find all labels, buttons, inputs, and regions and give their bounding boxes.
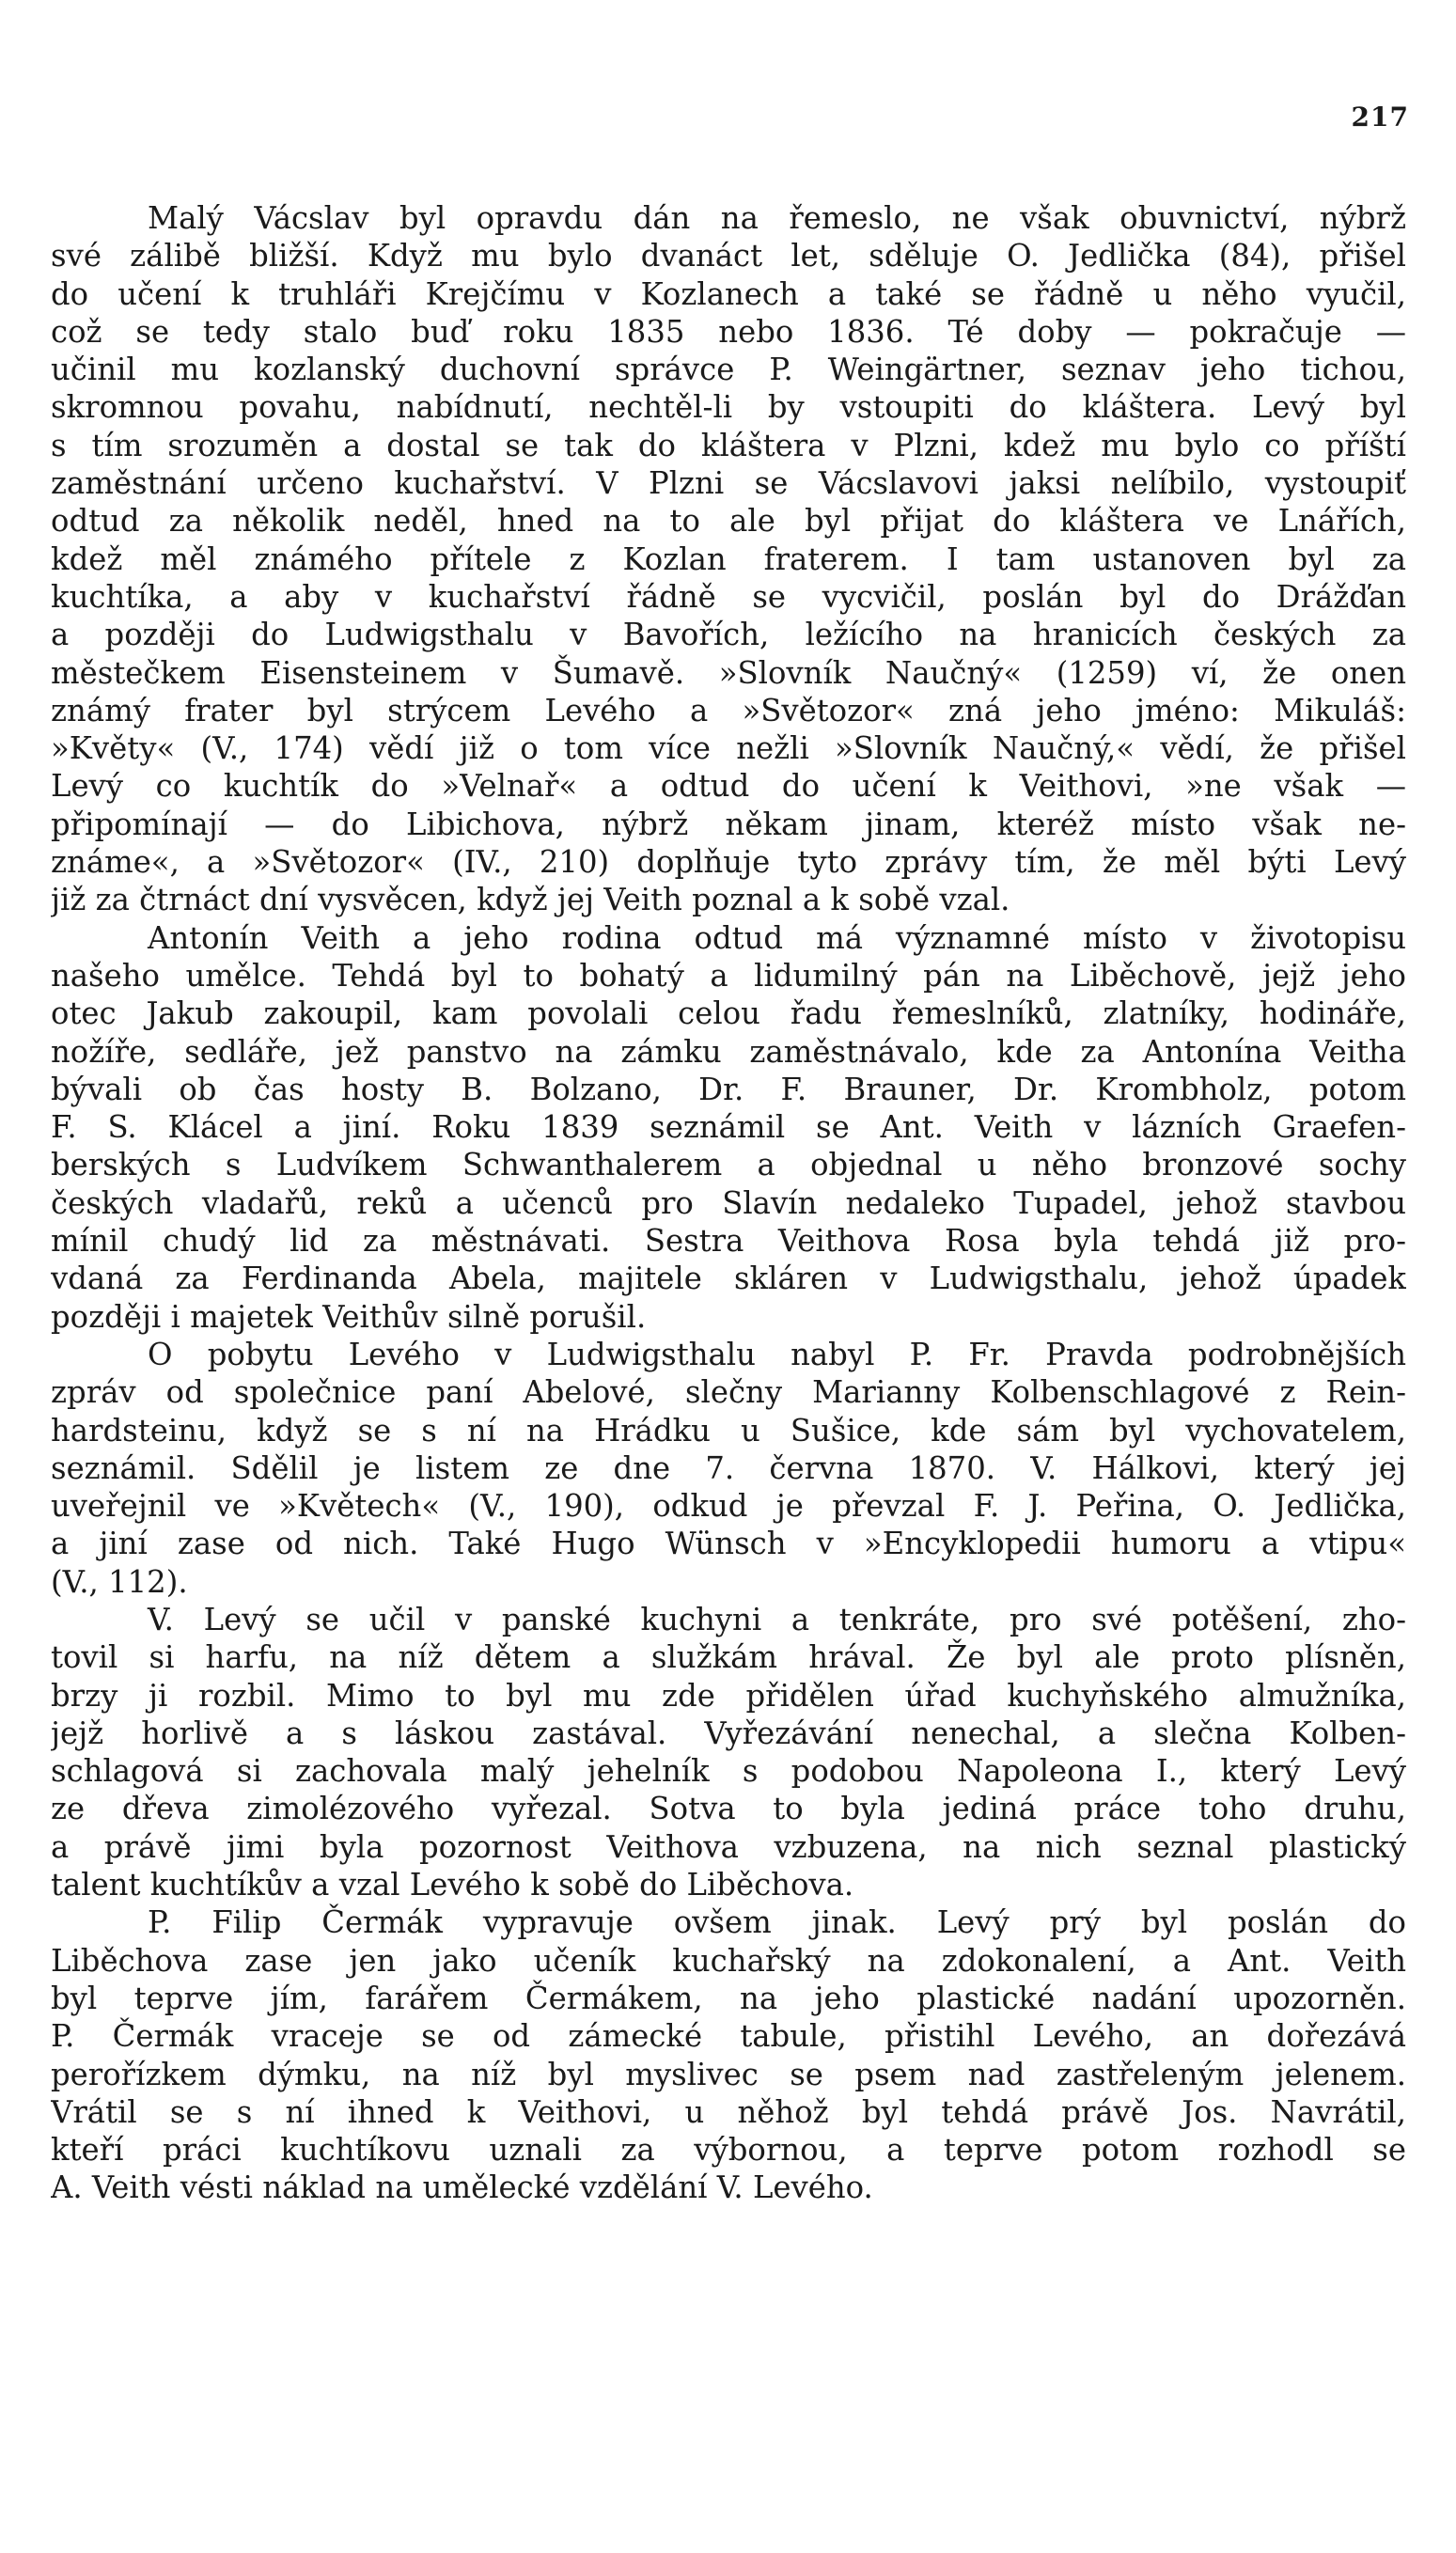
text-line: F. S. Klácel a jiní. Roku 1839 seznámil se Ant. Veith v lázních Graefen-: [51, 1109, 1406, 1146]
text-line: později i majetek Veithův silně porušil.: [51, 1298, 647, 1335]
text-line: O pobytu Levého v Ludwigsthalu nabyl P. Fr. Pravda podrobnějších: [148, 1336, 1406, 1372]
text-line: s tím srozuměn a dostal se tak do kláštera v Plzni, kdež mu bylo co příští: [51, 427, 1406, 463]
text-line: mínil chudý lid za městnávati. Sestra Veithova Rosa byla tehdá již pro-: [51, 1223, 1406, 1260]
text-line: odtud za několik neděl, hned na to ale byl přijat do kláštera ve Lnářích,: [51, 503, 1406, 540]
paragraph: [51, 1601, 1406, 1903]
text-line: a později do Ludwigsthalu v Bavořích, ležícího na hranicích českých za: [51, 617, 1406, 653]
text-line: byl teprve jím, farářem Čermákem, na jeho plastické nadání upozorněn.: [51, 1980, 1406, 2016]
text-line: Antonín Veith a jeho rodina odtud má významné místo v životopisu: [148, 919, 1406, 956]
paragraph: [51, 1336, 1406, 1601]
text-line: skromnou povahu, nabídnutí, nechtěl-li by vstoupiti do kláštera. Levý byl: [51, 389, 1406, 426]
text-line: vdaná za Ferdinanda Abela, majitele skláren v Ludwigsthalu, jehož úpadek: [51, 1261, 1406, 1297]
paragraph: [51, 919, 1406, 1336]
text-line: do učení k truhláři Krejčímu v Kozlanech a také se řádně u něho vyučil,: [51, 275, 1406, 312]
text-line: jejž horlivě a s láskou zastával. Vyřezávání nenechal, a slečna Kolben-: [51, 1715, 1406, 1751]
text-line: kteří práci kuchtíkovu uznali za výbornou, a teprve potom rozhodl se: [51, 2132, 1406, 2169]
text-line: zpráv od společnice paní Abelové, slečny Marianny Kolbenschlagové z Rein-: [51, 1374, 1406, 1411]
text-line: schlagová si zachovala malý jehelník s podobou Napoleona I., který Levý: [51, 1753, 1406, 1790]
text-line: bývali ob čas hosty B. Bolzano, Dr. F. Brauner, Dr. Krombholz, potom: [51, 1071, 1406, 1107]
text-line: (V., 112).: [51, 1563, 188, 1600]
text-line: učinil mu kozlanský duchovní správce P. Weingärtner, seznav jeho tichou,: [51, 352, 1406, 388]
text-line: ze dřeva zimolézového vyřezal. Sotva to byla jediná práce toho druhu,: [51, 1791, 1406, 1827]
text-line: Levý co kuchtík do »Velnař« a odtud do učení k Veithovi, »ne však —: [51, 768, 1406, 805]
text-line: což se tedy stalo buď roku 1835 nebo 1836. Té doby — pokračuje —: [51, 313, 1406, 350]
text-line: své zálibě bližší. Když mu bylo dvanáct let, sděluje O. Jedlička (84), přišel: [51, 238, 1406, 274]
paragraph: [51, 199, 1406, 919]
text-line: perořízkem dýmku, na níž byl myslivec se psem nad zastřeleným jelenem.: [51, 2056, 1406, 2092]
text-line: hardsteinu, když se s ní na Hrádku u Sušice, kde sám byl vychovatelem,: [51, 1412, 1406, 1449]
text-line: nožíře, sedláře, jež panstvo na zámku zaměstnávalo, kde za Antonína Veitha: [51, 1033, 1406, 1070]
text-line: tovil si harfu, na níž dětem a služkám hrával. Že byl ale proto plísněn,: [51, 1639, 1406, 1676]
text-line: zaměstnání určeno kuchařství. V Plzni se Vácslavovi jaksi nelíbilo, vystoupiť: [51, 465, 1406, 502]
text-line: kdež měl známého přítele z Kozlan fraterem. I tam ustanoven byl za: [51, 540, 1406, 577]
text-line: známe«, a »Světozor« (IV., 210) doplňuje tyto zprávy tím, že měl býti Levý: [51, 844, 1406, 881]
text-line: a jiní zase od nich. Také Hugo Wünsch v »Encyklopedii humoru a vtipu«: [51, 1526, 1406, 1562]
text-line: Liběchova zase jen jako učeník kuchařský na zdokonalení, a Ant. Veith: [51, 1942, 1406, 1979]
text-line: P. Filip Čermák vypravuje ovšem jinak. Levý prý byl poslán do: [148, 1904, 1406, 1941]
paragraph: [51, 1903, 1406, 2206]
text-line: P. Čermák vraceje se od zámecké tabule, přistihl Levého, an dořezává: [51, 2018, 1406, 2055]
text-line: »Květy« (V., 174) vědí již o tom více nežli »Slovník Naučný,« vědí, že přišel: [51, 730, 1406, 767]
text-line: připomínají — do Libichova, nýbrž někam jinam, kteréž místo však ne-: [51, 806, 1406, 842]
text-line: českých vladařů, reků a učenců pro Slavín nedaleko Tupadel, jehož stavbou: [51, 1184, 1406, 1221]
text-line: talent kuchtíkův a vzal Levého k sobě do Liběchova.: [51, 1867, 854, 1903]
body-text: [51, 199, 1406, 2207]
text-line: V. Levý se učil v panské kuchyni a tenkráte, pro své potěšení, zho-: [148, 1601, 1406, 1637]
text-line: známý frater byl strýcem Levého a »Světozor« zná jeho jméno: Mikuláš:: [51, 692, 1406, 728]
text-line: našeho umělce. Tehdá byl to bohatý a lidumilný pán na Liběchově, jejž jeho: [51, 957, 1406, 994]
text-line: kuchtíka, a aby v kuchařství řádně se vycvičil, poslán byl do Drážďan: [51, 578, 1406, 615]
text-line: berských s Ludvíkem Schwanthalerem a objednal u něho bronzové sochy: [51, 1147, 1406, 1183]
text-line: A. Veith vésti náklad na umělecké vzdělání V. Levého.: [51, 2169, 873, 2206]
text-line: a právě jimi byla pozornost Veithova vzbuzena, na nich seznal plastický: [51, 1828, 1406, 1865]
text-line: městečkem Eisensteinem v Šumavě. »Slovník Naučný« (1259) ví, že onen: [51, 654, 1406, 691]
text-line: seznámil. Sdělil je listem ze dne 7. června 1870. V. Hálkovi, který jej: [51, 1449, 1406, 1486]
text-line: brzy ji rozbil. Mimo to byl mu zde přidělen úřad kuchyňského almužníka,: [51, 1677, 1406, 1714]
page-number: 217: [1351, 102, 1409, 133]
text-line: již za čtrnáct dní vysvěcen, když jej Veith poznal a k sobě vzal.: [51, 882, 1010, 918]
text-line: Malý Vácslav byl opravdu dán na řemeslo, ne však obuvnictví, nýbrž: [148, 200, 1406, 236]
text-line: Vrátil se s ní ihned k Veithovi, u něhož byl tehdá právě Jos. Navrátil,: [51, 2093, 1406, 2130]
text-line: otec Jakub zakoupil, kam povolali celou řadu řemeslníků, zlatníky, hodináře,: [51, 995, 1406, 1032]
text-line: uveřejnil ve »Květech« (V., 190), odkud je převzal F. J. Peřina, O. Jedlička,: [51, 1488, 1406, 1525]
